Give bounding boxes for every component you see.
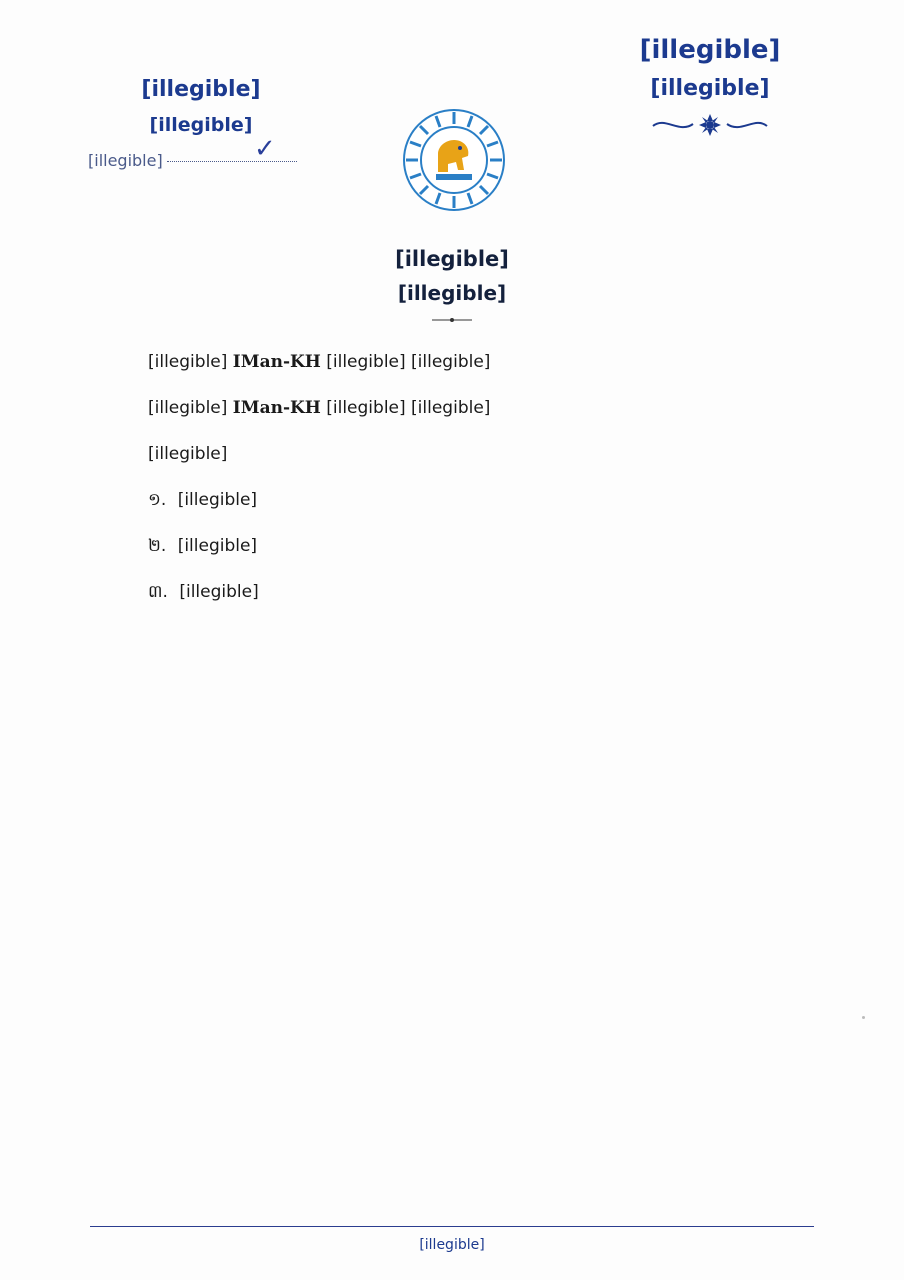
paragraph-1-text-c: [illegible] [411,352,491,372]
page-name-iman-kh: IMan-KH [232,398,321,418]
motto-line: [illegible] [650,76,770,101]
ornament-flourish-icon [645,112,775,138]
reference-label: [illegible] [88,151,163,170]
kingdom-line: [illegible] [639,35,781,65]
item-1-text: [illegible] [177,490,258,510]
page-name-iman-kh: IMan-KH [232,352,321,372]
paragraph-1-text-a: [illegible] [148,352,228,372]
reference-number-line [88,134,336,174]
paragraph-2-text-c: [illegible] [411,398,491,418]
item-number-2: ២. [148,536,167,556]
paragraph-1 [96,346,836,378]
reference-dots [167,161,297,162]
paragraph-3-text: [illegible] [148,444,228,464]
paragraph-3 [96,438,836,470]
document-body [96,346,836,622]
paragraph-numbered-3 [96,576,836,608]
item-2-text: [illegible] [177,536,258,556]
paragraph-numbered-1 [96,484,836,516]
paragraph-2-text-b: [illegible] [326,398,406,418]
police-emblem-icon [402,108,506,212]
document-title [0,242,904,324]
paragraph-2 [96,392,836,424]
title-line-1: [illegible] [395,247,509,271]
paragraph-2-text-a: [illegible] [148,398,228,418]
title-line-2: [illegible] [397,281,507,305]
reference-tick: ✓ [254,134,276,164]
ministry-header [66,72,336,174]
item-number-3: ៣. [148,582,168,602]
footer-rule [90,1226,814,1227]
kingdom-header [560,30,860,138]
item-number-1: ១. [148,490,167,510]
scan-speck [862,1016,865,1019]
paragraph-numbered-2 [96,530,836,562]
paragraph-1-text-b: [illegible] [326,352,406,372]
item-3-text: [illegible] [179,582,259,602]
department-name: [illegible] [149,114,253,136]
ministry-name: [illegible] [141,77,261,102]
footer-address: [illegible] [419,1237,485,1253]
title-separator [432,316,472,324]
